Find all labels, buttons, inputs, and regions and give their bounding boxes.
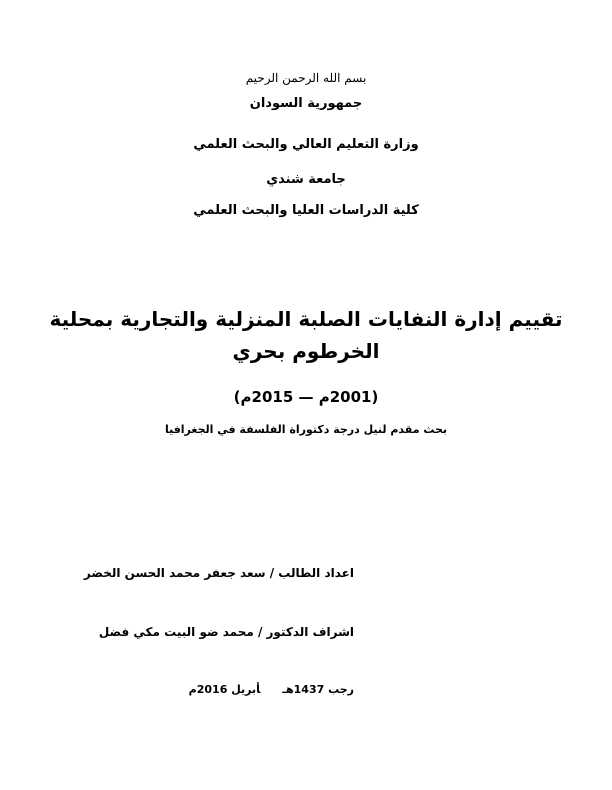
ministry-name: وزارة التعليم العالي والبحث العلمي xyxy=(193,137,419,152)
submission-date xyxy=(189,683,354,696)
study-period: (2001م — 2015م) xyxy=(233,388,379,406)
supervisor-credit: اشراف الدكتور / محمد ضو البيت مكي فضل xyxy=(98,625,354,639)
thesis-title-line-1: تقييم إدارة النفايات الصلبة المنزلية والتجارية بمحلية xyxy=(49,307,563,331)
basmala: بسم الله الرحمن الرحيم xyxy=(245,71,367,85)
hijri-date: رجب 1437هـ xyxy=(282,683,354,696)
university-name: جامعة شندي xyxy=(266,172,346,187)
country-name: جمهورية السودان xyxy=(249,96,363,111)
faculty-name: كلية الدراسات العليا والبحث العلمي xyxy=(193,203,419,218)
thesis-title-line-2: الخرطوم بحري xyxy=(232,339,380,363)
degree-statement: بحث مقدم لنيل درجة دكتوراة الفلسفة في الجغرافيا xyxy=(164,423,448,436)
gregorian-date: أبريل 2016م xyxy=(188,683,261,696)
student-credit: اعداد الطالب / سعد جعفر محمد الحسن الخضر xyxy=(83,566,354,580)
